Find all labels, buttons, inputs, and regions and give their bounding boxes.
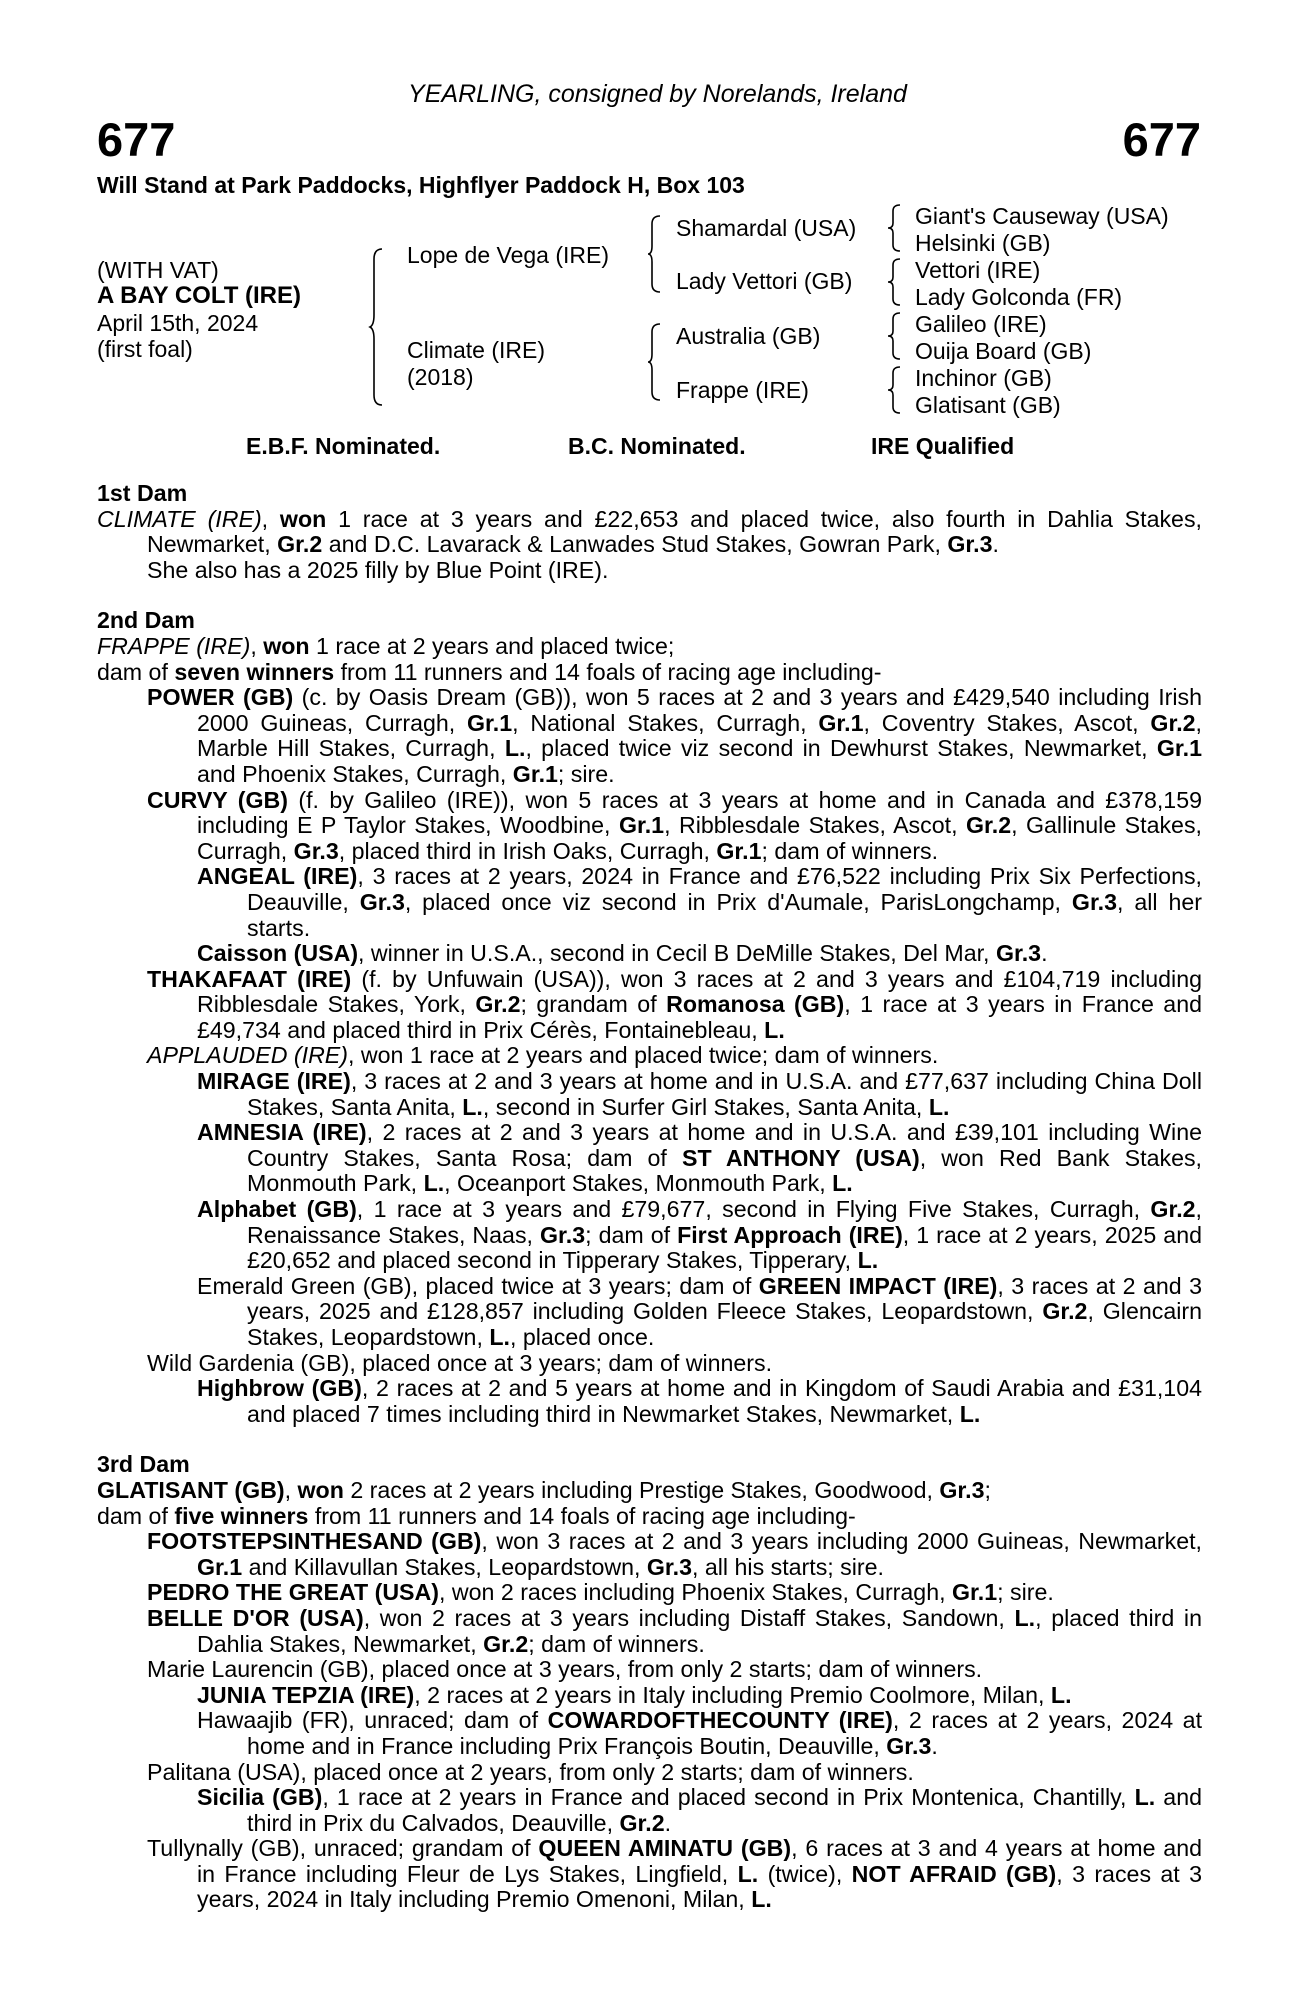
lot-number-left: 677 xyxy=(97,113,176,166)
text: , 1 race at 2 years, 2025 and £20,652 and placed second in Tipperary Stakes, Tipperary, xyxy=(247,1221,1202,1274)
text: , 3 races at 3 years, 2024 in Italy including Premio Omenoni, Milan, xyxy=(197,1860,1202,1913)
text: , won 3 races at 2 and 3 years including 2000 Guineas, Newmarket, xyxy=(481,1528,1202,1555)
text: , unraced; dam of xyxy=(348,1707,548,1734)
grade: Gr.3 xyxy=(1071,888,1118,915)
ebf-nomination: E.B.F. Nominated. xyxy=(246,433,441,459)
text: , placed twice viz second in Dewhurst Stakes, Newmarket, xyxy=(525,735,1157,762)
text: ; dam of winners. xyxy=(761,837,939,864)
text: , placed third in Irish Oaks, Curragh, xyxy=(338,837,717,864)
grade: L. xyxy=(959,1400,981,1427)
winners-count: seven winners xyxy=(174,658,335,685)
text: , Ribblesdale Stakes, Ascot, xyxy=(664,812,966,839)
produce-power xyxy=(97,685,1202,787)
ancestor-sss: Giant's Causeway (USA) xyxy=(915,203,1169,229)
dam-name: FRAPPE (IRE) xyxy=(97,632,251,659)
stand-location: Will Stand at Park Paddocks, Highflyer Paddock H, Box 103 xyxy=(97,172,745,198)
produce-highbrow xyxy=(97,1376,1202,1427)
horse: GREEN IMPACT (IRE) xyxy=(758,1272,998,1299)
text: from 11 runners and 14 foals of racing age including- xyxy=(308,1502,856,1529)
text: and Killavullan Stakes, Leopardstown, xyxy=(242,1553,647,1580)
text: , unraced; grandam of xyxy=(299,1835,539,1862)
grade: L. xyxy=(1050,1681,1072,1708)
grade: Gr.1 xyxy=(618,812,665,839)
text: , 3 races at 2 and 3 years, 2025 and £128,857 including Golden Fleece Stakes, Leopardstown, xyxy=(247,1272,1202,1325)
text: , all her starts. xyxy=(247,888,1202,941)
grade: Gr.1 xyxy=(197,1553,243,1580)
grade: L. xyxy=(462,1093,483,1120)
text: (twice), xyxy=(758,1860,852,1887)
text: , placed once. xyxy=(509,1324,655,1350)
text: , won 1 race at 2 years and placed twice; dam of winners. xyxy=(348,1042,939,1069)
first-dam-produce: She also has a 2025 filly by Blue Point (IRE). xyxy=(147,556,609,583)
horse: AMNESIA (IRE) xyxy=(197,1119,367,1146)
ancestor-dsd: Ouija Board (GB) xyxy=(915,338,1092,364)
text: ; xyxy=(984,1476,991,1503)
produce-wild-gardenia xyxy=(97,1351,1202,1377)
text: , 3 races at 2 and 3 years at home and in U.S.A. and £77,637 including China Doll Stakes, Santa Anita, xyxy=(247,1068,1202,1120)
horse: POWER (GB) xyxy=(147,684,294,711)
dam-year: (2018) xyxy=(407,364,474,390)
pedigree-brace-dam xyxy=(648,322,662,402)
produce-tullynally xyxy=(97,1836,1202,1913)
produce-footstepsinthesand xyxy=(97,1529,1202,1580)
produce-applauded xyxy=(97,1043,1202,1069)
ancestor-dds: Inchinor (GB) xyxy=(915,365,1052,391)
third-dam-summary xyxy=(97,1504,1202,1530)
text: , National Stakes, Curragh, xyxy=(512,709,819,736)
produce-sicilia xyxy=(97,1785,1202,1836)
consignor-line: YEARLING, consigned by Norelands, Ireland xyxy=(408,80,907,108)
grade: Gr.3 xyxy=(359,888,405,915)
text: , 3 races at 2 years, 2024 in France and £76,522 including Prix Six Perfections, Deauville, xyxy=(247,863,1202,915)
text: , 1 race at 2 years in France and placed second in Prix Montenica, Chantilly, xyxy=(322,1784,1135,1811)
produce-marie-laurencin xyxy=(97,1657,1202,1683)
horse: Palitana (USA) xyxy=(147,1758,301,1785)
produce-junia-tepzia xyxy=(97,1683,1202,1709)
text: , 6 races at 3 and 4 years at home and in France including Fleur de Lys Stakes, Lingfield, xyxy=(197,1835,1202,1887)
text: 2 races at 2 years including Prestige Stakes, Goodwood, xyxy=(343,1476,940,1503)
text: . xyxy=(931,1732,938,1759)
text: , placed twice at 3 years; dam of xyxy=(411,1272,759,1299)
grade: L. xyxy=(489,1324,510,1350)
text: , Oceanport Stakes, Monmouth Park, xyxy=(444,1170,833,1197)
dam-name: CLIMATE (IRE) xyxy=(97,505,262,532)
text: from 11 runners and 14 foals of racing age including- xyxy=(334,658,882,685)
produce-angeal xyxy=(97,864,1202,941)
text: dam of xyxy=(97,1502,175,1529)
text: ; dam of xyxy=(585,1221,678,1248)
dam-name: GLATISANT (GB) xyxy=(97,1476,285,1503)
text: , Gallinule Stakes, Curragh, xyxy=(197,812,1202,864)
ancestor-ddd: Glatisant (GB) xyxy=(915,392,1061,418)
horse: Marie Laurencin (GB) xyxy=(147,1656,369,1683)
text: , won 2 races at 3 years including Distaff Stakes, Sandown, xyxy=(363,1604,1015,1631)
first-dam-entry: CLIMATE (IRE), won 1 race at 3 years and £22,653 and placed twice, also fourth in Dahlia Stakes, Newmarket, Gr.2 and D.C. Lavarack & Lanwades Stud Stakes, Gowran Park, Gr.3. xyxy=(97,505,1202,558)
horse: Romanosa (GB) xyxy=(666,991,845,1018)
text: . xyxy=(1041,940,1048,967)
pedigree-brace-3 xyxy=(888,311,902,361)
horse: PEDRO THE GREAT (USA) xyxy=(147,1579,439,1606)
grade: Gr.3 xyxy=(646,1553,692,1580)
won-label: won xyxy=(263,632,310,659)
text: , Marble Hill Stakes, Curragh, xyxy=(197,709,1202,762)
grade: Gr.3 xyxy=(995,940,1042,967)
lot-number-right: 677 xyxy=(1122,113,1201,166)
foal-note: (first foal) xyxy=(97,336,193,362)
grade: Gr.1 xyxy=(818,709,864,736)
produce-emerald-green xyxy=(97,1274,1202,1351)
ancestor-sdd: Lady Golconda (FR) xyxy=(915,284,1123,310)
horse: FOOTSTEPSINTHESAND (GB) xyxy=(147,1528,482,1555)
grade: L. xyxy=(928,1093,950,1120)
ire-qualified: IRE Qualified xyxy=(871,433,1015,459)
horse: Emerald Green (GB) xyxy=(197,1272,412,1299)
text: . xyxy=(992,531,999,558)
grade: L. xyxy=(504,735,526,762)
text: , 2 races at 2 and 3 years at home and in U.S.A. and £39,101 including Wine Country Stakes, Santa Rosa; dam of xyxy=(247,1119,1202,1171)
text: and Phoenix Stakes, Curragh, xyxy=(197,760,513,787)
grade: L. xyxy=(857,1247,879,1274)
second-dam-summary xyxy=(97,660,1202,686)
grade: L. xyxy=(751,1886,772,1913)
horse: Alphabet (GB) xyxy=(197,1196,357,1223)
horse: Caisson (USA) xyxy=(197,940,359,967)
second-dam-entry: FRAPPE (IRE), won 1 race at 2 years and placed twice; xyxy=(97,632,675,659)
horse: ST ANTHONY (USA) xyxy=(682,1144,920,1171)
grade: L. xyxy=(423,1170,445,1197)
pedigree-brace-4 xyxy=(888,365,902,415)
grade: L. xyxy=(1014,1604,1036,1631)
text: and D.C. Lavarack & Lanwades Stud Stakes, Gowran Park, xyxy=(322,531,948,558)
text: (f. by Galileo (IRE)), won 5 races at 3 years at home and in Canada and £378,159 including E P Taylor Stakes, Woodbine, xyxy=(197,786,1202,839)
catalogue-text xyxy=(97,481,1202,1913)
grade: Gr.3 xyxy=(540,1221,586,1248)
winners-count: five winners xyxy=(174,1502,309,1529)
dam-sire: Australia (GB) xyxy=(676,323,821,349)
text: (c. by Oasis Dream (GB)), won 5 races at 2 and 3 years and £429,540 including Irish 2000 Guineas, Curragh, xyxy=(197,684,1202,736)
text: , placed once at 3 years; dam of winners. xyxy=(349,1349,773,1376)
grade: L. xyxy=(764,1016,785,1043)
text: ; dam of winners. xyxy=(528,1630,705,1657)
pedigree-brace-1 xyxy=(888,203,902,253)
horse: APPLAUDED (IRE) xyxy=(147,1042,348,1069)
horse: Tullynally (GB) xyxy=(147,1835,300,1862)
ancestor-ssd: Helsinki (GB) xyxy=(915,230,1051,256)
text: , placed once at 3 years, from only 2 starts; dam of winners. xyxy=(368,1656,983,1683)
third-dam-heading: 3rd Dam xyxy=(97,1451,190,1478)
vat-note: (WITH VAT) xyxy=(97,257,219,283)
text: , Coventry Stakes, Ascot, xyxy=(863,709,1151,736)
sire-name: Lope de Vega (IRE) xyxy=(407,242,610,268)
text: , placed third in Dahlia Stakes, Newmarket, xyxy=(197,1604,1202,1657)
text: dam of xyxy=(97,658,175,685)
text: , placed once at 2 years, from only 2 starts; dam of winners. xyxy=(300,1758,914,1785)
second-dam-heading: 2nd Dam xyxy=(97,607,195,634)
horse: First Approach (IRE) xyxy=(677,1221,903,1248)
grade: Gr.1 xyxy=(951,1579,998,1606)
text: ; sire. xyxy=(997,1579,1054,1606)
grade: Gr.3 xyxy=(947,531,993,558)
sire-dam: Lady Vettori (GB) xyxy=(676,268,853,294)
grade: Gr.2 xyxy=(1150,1196,1196,1223)
text: , winner in U.S.A., second in Cecil B DeMille Stakes, Del Mar, xyxy=(358,940,996,967)
grade: Gr.2 xyxy=(1042,1298,1088,1325)
text: and third in Prix du Calvados, Deauville, xyxy=(247,1784,1202,1836)
grade: Gr.1 xyxy=(467,709,513,736)
grade: Gr.3 xyxy=(939,1476,985,1503)
produce-curvy xyxy=(97,788,1202,865)
text: . xyxy=(664,1809,672,1836)
horse: ANGEAL (IRE) xyxy=(197,863,358,890)
text: , 2 races at 2 years, 2024 at home and in France including Prix François Boutin, Deauville, xyxy=(247,1707,1203,1759)
grade: Gr.2 xyxy=(1150,709,1196,736)
foaling-date: April 15th, 2024 xyxy=(97,310,259,336)
text: 1 race at 3 years and £22,653 and placed twice, also fourth in Dahlia Stakes, Newmarket, xyxy=(147,505,1202,558)
text: , 2 races at 2 years in Italy including Premio Coolmore, Milan, xyxy=(414,1681,1051,1708)
text: , all his starts; sire. xyxy=(692,1553,884,1580)
text: , Renaissance Stakes, Naas, xyxy=(247,1196,1202,1248)
grade: Gr.3 xyxy=(886,1732,932,1759)
dam-dam: Frappe (IRE) xyxy=(676,377,809,403)
grade: Gr.1 xyxy=(716,837,762,864)
bc-nomination: B.C. Nominated. xyxy=(568,433,746,459)
horse-name: A BAY COLT (IRE) xyxy=(97,282,302,309)
ancestor-dss: Galileo (IRE) xyxy=(915,311,1047,337)
text: (f. by Unfuwain (USA)), won 3 races at 2 and 3 years and £104,719 including Ribblesdale Stakes, York, xyxy=(197,965,1202,1018)
produce-palitana xyxy=(97,1760,1202,1786)
grade: Gr.1 xyxy=(1156,735,1202,762)
grade: Gr.2 xyxy=(475,991,521,1018)
horse: Wild Gardenia (GB) xyxy=(147,1349,350,1376)
horse: NOT AFRAID (GB) xyxy=(851,1860,1057,1887)
text: 1 race at 2 years and placed twice; xyxy=(309,632,675,659)
text: , 1 race at 3 years and £79,677, second in Flying Five Stakes, Curragh, xyxy=(356,1196,1151,1223)
grade: Gr.1 xyxy=(512,760,558,787)
text: , 1 race at 3 years in France and £49,734 and placed third in Prix Cérès, Fontainebleau, xyxy=(197,991,1202,1043)
pedigree-brace-sire xyxy=(648,214,662,294)
horse: Hawaajib (FR) xyxy=(197,1707,349,1734)
sire-sire: Shamardal (USA) xyxy=(676,215,857,241)
won-label: won xyxy=(279,505,327,532)
horse: Highbrow (GB) xyxy=(197,1375,362,1402)
third-dam-entry: GLATISANT (GB), won 2 races at 2 years including Prestige Stakes, Goodwood, Gr.3; xyxy=(97,1476,991,1503)
horse: CURVY (GB) xyxy=(147,786,288,813)
produce-amnesia xyxy=(97,1120,1202,1197)
dam-name: Climate (IRE) xyxy=(407,337,546,363)
grade: L. xyxy=(737,1860,759,1887)
text: , 2 races at 2 and 5 years at home and in Kingdom of Saudi Arabia and £31,104 and placed 7 times including third in Newmarket Stakes, Newmarket, xyxy=(247,1375,1202,1427)
text: ; grandam of xyxy=(520,991,667,1018)
horse: BELLE D'OR (USA) xyxy=(147,1604,364,1631)
produce-hawaajib xyxy=(97,1708,1202,1759)
produce-caisson xyxy=(97,941,1202,967)
horse: QUEEN AMINATU (GB) xyxy=(538,1835,792,1862)
grade: Gr.3 xyxy=(293,837,339,864)
grade: Gr.2 xyxy=(483,1630,529,1657)
produce-alphabet xyxy=(97,1197,1202,1274)
text: , won 2 races including Phoenix Stakes, Curragh, xyxy=(439,1579,952,1606)
produce-thakafaat xyxy=(97,967,1202,1044)
horse: JUNIA TEPZIA (IRE) xyxy=(197,1681,415,1708)
grade: Gr.2 xyxy=(619,1809,665,1836)
won-label: won xyxy=(297,1476,344,1503)
produce-mirage xyxy=(97,1069,1202,1120)
grade: Gr.2 xyxy=(277,531,323,558)
pedigree-brace-main xyxy=(370,247,384,407)
horse: COWARDOFTHECOUNTY (IRE) xyxy=(547,1707,893,1734)
grade: L. xyxy=(832,1170,853,1197)
pedigree-brace-2 xyxy=(888,257,902,307)
text: , Glencairn Stakes, Leopardstown, xyxy=(247,1298,1202,1350)
text: , won Red Bank Stakes, Monmouth Park, xyxy=(247,1144,1203,1197)
grade: L. xyxy=(1134,1784,1156,1811)
produce-belle-dor xyxy=(97,1606,1202,1657)
ancestor-sds: Vettori (IRE) xyxy=(915,257,1041,283)
produce-pedro-the-great xyxy=(97,1580,1202,1606)
horse: THAKAFAAT (IRE) xyxy=(147,965,352,992)
text: , placed once viz second in Prix d'Aumale, ParisLongchamp, xyxy=(404,888,1072,915)
horse: MIRAGE (IRE) xyxy=(197,1068,351,1095)
text: ; sire. xyxy=(557,760,615,787)
first-dam-heading: 1st Dam xyxy=(97,480,188,506)
horse: Sicilia (GB) xyxy=(197,1784,323,1811)
text: , second in Surfer Girl Stakes, Santa Anita, xyxy=(482,1093,929,1120)
grade: Gr.2 xyxy=(965,812,1012,839)
